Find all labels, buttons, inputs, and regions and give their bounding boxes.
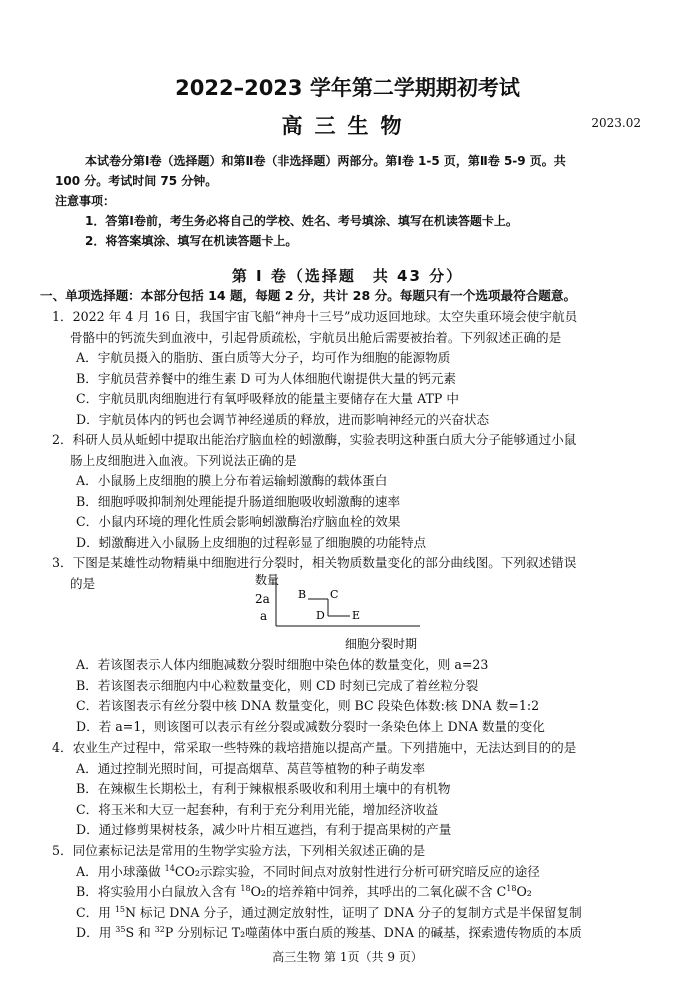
intro-line-2: 100 分。考试时间 75 分钟。 (55, 174, 218, 188)
graph-point-c: C (330, 588, 339, 601)
intro-line-1: 本试卷分第Ⅰ卷（选择题）和第Ⅱ卷（非选择题）两部分。第Ⅰ卷 1-5 页，第Ⅱ卷 5-9 页。共 (85, 154, 566, 168)
q4-stem: 4．农业生产过程中，常采取一些特殊的栽培措施以提高产量。下列措施中，无法达到目的的是 (52, 740, 577, 755)
q1-stem-2: 骨骼中的钙流失到血液中，引起骨质疏松，宇航员出舱后需要被抬着。下列叙述正确的是 (70, 329, 562, 345)
q3-option-a: A．若该图表示人体内细胞减数分裂时细胞中染色体的数量变化，则 a=23 (76, 657, 489, 672)
subject-title: 高三生物 (281, 114, 414, 138)
page-footer: 高三生物 第 1页（共 9 页） (272, 950, 423, 964)
q3-option-c: C．若该图表示有丝分裂中核 DNA 数量变化，则 BC 段染色体数:核 DNA 数=1:2 (76, 698, 540, 713)
q2-option-b: B．细胞呼吸抑制剂处理能提升肠道细胞吸收蚓激酶的速率 (76, 493, 401, 509)
q1-stem-1: 1．2022 年 4 月 16 日，我国宇宙飞船“神舟十三号”成功返回地球。太空失重环境会使宇航员 (52, 309, 578, 324)
question-4 (52, 738, 652, 841)
exam-date: 2023.02 (591, 116, 641, 130)
question-3-options (52, 655, 652, 737)
graph-ylabel: 数量 (255, 573, 280, 587)
q1-option-c: C．宇航员肌肉细胞进行有氧呼吸释放的能量主要储存在大量 ATP 中 (76, 391, 459, 406)
section-title: 第 Ⅰ 卷（选择题 共 43 分） (231, 267, 464, 285)
q2-stem-1: 2．科研人员从蚯蚓中提取出能治疗脑血栓的蚓激酶，实验表明这种蛋白质大分子能够通过小鼠 (52, 432, 577, 447)
q2-option-c: C．小鼠内环境的理化性质会影响蚓激酶治疗脑血栓的效果 (76, 514, 401, 529)
q1-option-a: A．宇航员摄入的脂肪、蛋白质等大分子，均可作为细胞的能源物质 (76, 350, 451, 365)
notes-heading: 注意事项： (55, 194, 116, 208)
q5-option-b: B．将实验用小白鼠放入含有 $^{18}$O₂的培养箱中饲养，其呼出的二氧化碳不含 $C^{18}O_2$ (76, 884, 532, 899)
division-graph (250, 568, 430, 654)
note-1: 1．答第Ⅰ卷前，考生务必将自己的学校、姓名、考号填涂、填写在机读答题卡上。 (85, 214, 518, 228)
q5-option-c: C．用 $^{15}$N 标记 DNA 分子，通过测定放射性，证明了 DNA 分子的复制方式是半保留复制 (76, 904, 582, 920)
q3-option-b: B．若该图表示细胞内中心粒数量变化，则 CD 时刻已完成了着丝粒分裂 (76, 677, 479, 693)
graph-tick-a: a (260, 609, 268, 623)
exam-title: 2022–2023 学年第二学期期初考试 (175, 76, 520, 100)
q2-option-d: D．蚓激酶进入小鼠肠上皮细胞的过程彰显了细胞膜的功能特点 (76, 534, 427, 550)
graph-point-d: D (316, 609, 325, 622)
graph-tick-2a: 2a (255, 592, 270, 606)
question-5 (52, 841, 652, 944)
q5-option-d: D．用 $^{35}$S 和 $^{32}$P 分别标记 T₂噬菌体中蛋白质的羧基、DNA 的碱基，探索遗传物质的本质 (76, 925, 582, 940)
intro-block (55, 151, 645, 251)
part1-heading: 一、单项选择题：本部分包括 14 题，每题 2 分，共计 28 分。每题只有一个选项最符合题意。 (40, 288, 577, 303)
q5-stem: 5．同位素标记法是常用的生物学实验方法，下列相关叙述正确的是 (52, 843, 426, 858)
q4-option-a: A．通过控制光照时间，可提高烟草、莴苣等植物的种子萌发率 (76, 760, 426, 776)
q2-option-a: A．小鼠肠上皮细胞的膜上分布着运输蚓激酶的载体蛋白 (76, 473, 388, 488)
q3-option-d: D．若 a=1，则该图可以表示有丝分裂或减数分裂时一条染色体上 DNA 数量的变化 (76, 718, 545, 734)
question-1 (52, 307, 652, 430)
q3-stem-1: 3．下图是某雄性动物精巢中细胞进行分裂时，相关物质数量变化的部分曲线图。下列叙述错误 (52, 555, 577, 570)
graph-xlabel: 细胞分裂时期 (345, 637, 418, 651)
q4-option-b: B．在辣椒生长期松土，有利于辣椒根系吸收和利用土壤中的有机物 (76, 781, 451, 796)
q1-option-d: D．宇航员体内的钙也会调节神经递质的释放，进而影响神经元的兴奋状态 (76, 411, 490, 427)
q4-option-c: C．将玉米和大豆一起套种，有利于充分利用光能，增加经济收益 (76, 801, 439, 817)
q2-stem-2: 肠上皮细胞进入血液。下列说法正确的是 (70, 452, 297, 468)
note-2: 2．将答案填涂、填写在机读答题卡上。 (85, 234, 298, 248)
q5-option-a: A．用小球藻做 $^{14}$CO₂示踪实验，不同时间点对放射性进行分析可研究暗反应的途径 (76, 863, 540, 879)
graph-point-b: B (298, 588, 307, 601)
q1-option-b: B．宇航员营养餐中的维生素 D 可为人体细胞代谢提供大量的钙元素 (76, 370, 456, 386)
graph-point-e: E (352, 609, 361, 622)
question-2 (52, 430, 652, 553)
q3-stem-2: 的是 (70, 575, 96, 591)
q4-option-d: D．通过修剪果树枝条，减少叶片相互遮挡，有利于提高果树的产量 (76, 822, 452, 837)
